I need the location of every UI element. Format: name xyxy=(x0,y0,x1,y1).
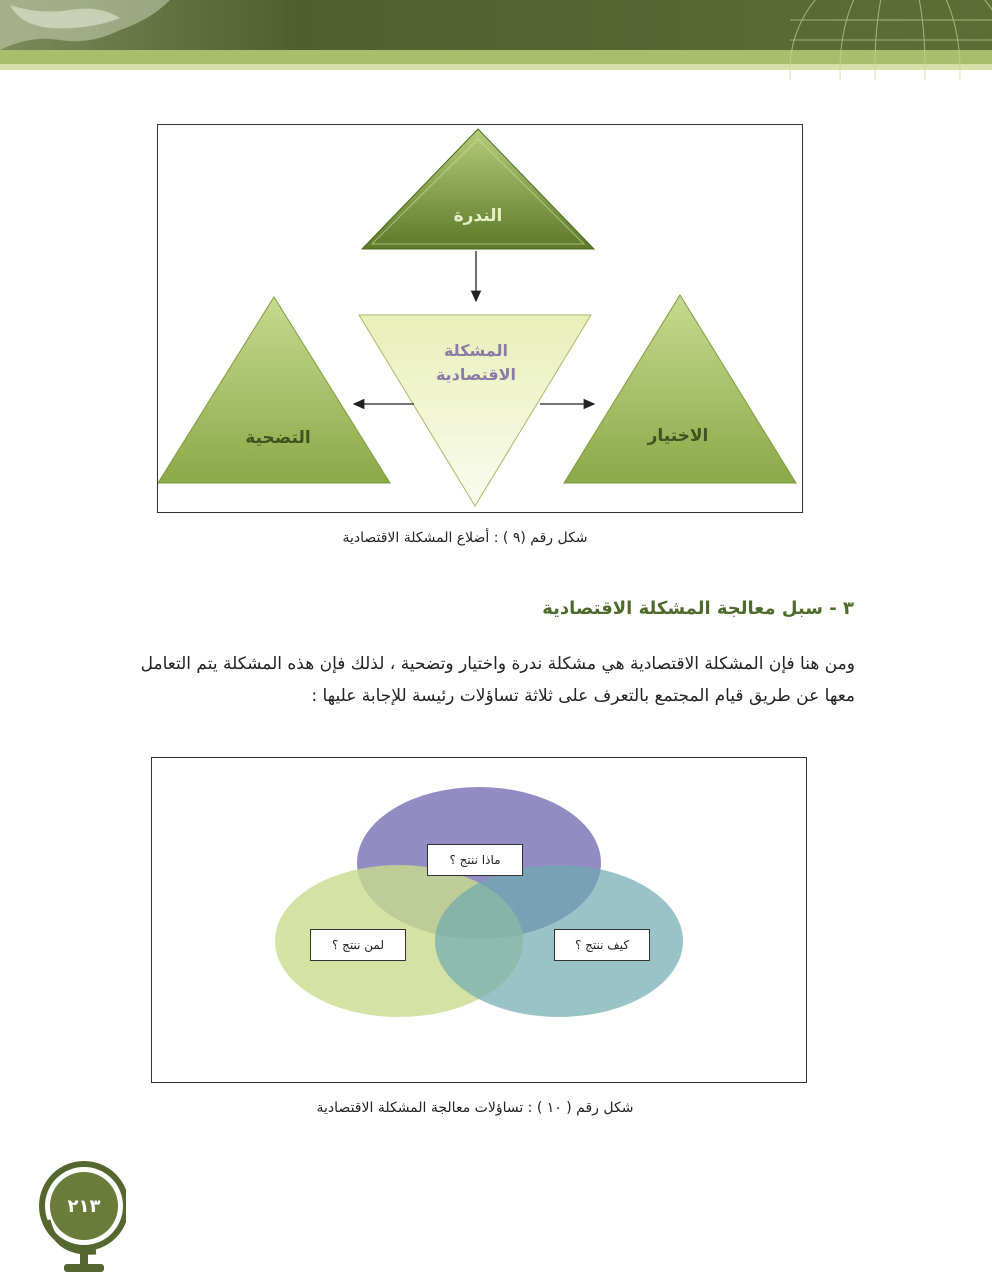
figure-9-caption: شكل رقم (٩ ) : أضلاع المشكلة الاقتصادية xyxy=(342,530,588,546)
sacrifice-triangle xyxy=(158,297,390,483)
scarcity-label: الندرة xyxy=(453,206,503,226)
question-how-text: كيف ننتج ؟ xyxy=(574,938,630,952)
question-for-whom-text: لمن ننتج ؟ xyxy=(331,938,385,952)
paragraph-line-1: ومن هنا فإن المشكلة الاقتصادية هي مشكلة ندرة واختيار وتضحية ، لذلك فإن هذه المشكلة يتم التعامل xyxy=(140,654,855,674)
page-number-badge xyxy=(36,1160,126,1276)
question-for-whom-box xyxy=(310,929,406,961)
figure-9-diagram xyxy=(158,125,802,512)
body-paragraph xyxy=(100,648,855,712)
figure-10-venn xyxy=(152,758,806,1082)
figure-9-frame xyxy=(157,124,803,513)
page-number: ٢١٣ xyxy=(67,1196,101,1217)
section-heading: ٣ - سبل معالجة المشكلة الاقتصادية xyxy=(542,598,854,619)
sacrifice-label: التضحية xyxy=(245,428,311,448)
figure-10-caption: شكل رقم ( ١٠ ) : تساؤلات معالجة المشكلة الاقتصادية xyxy=(316,1100,634,1116)
economic-problem-label-1: المشكلة xyxy=(443,341,509,360)
question-what-text: ماذا ننتج ؟ xyxy=(449,853,501,867)
paragraph-line-2: معها عن طريق قيام المجتمع بالتعرف على ثلاثة تساؤلات رئيسة للإجابة عليها : xyxy=(311,686,855,706)
figure-10-frame xyxy=(151,757,807,1083)
question-what-box xyxy=(427,844,523,876)
economic-problem-label-2: الاقتصادية xyxy=(435,365,517,384)
scarcity-triangle xyxy=(362,129,594,249)
question-how-box xyxy=(554,929,650,961)
header-banner xyxy=(0,0,992,80)
choice-label: الاختيار xyxy=(647,426,709,446)
choice-triangle xyxy=(564,295,796,483)
